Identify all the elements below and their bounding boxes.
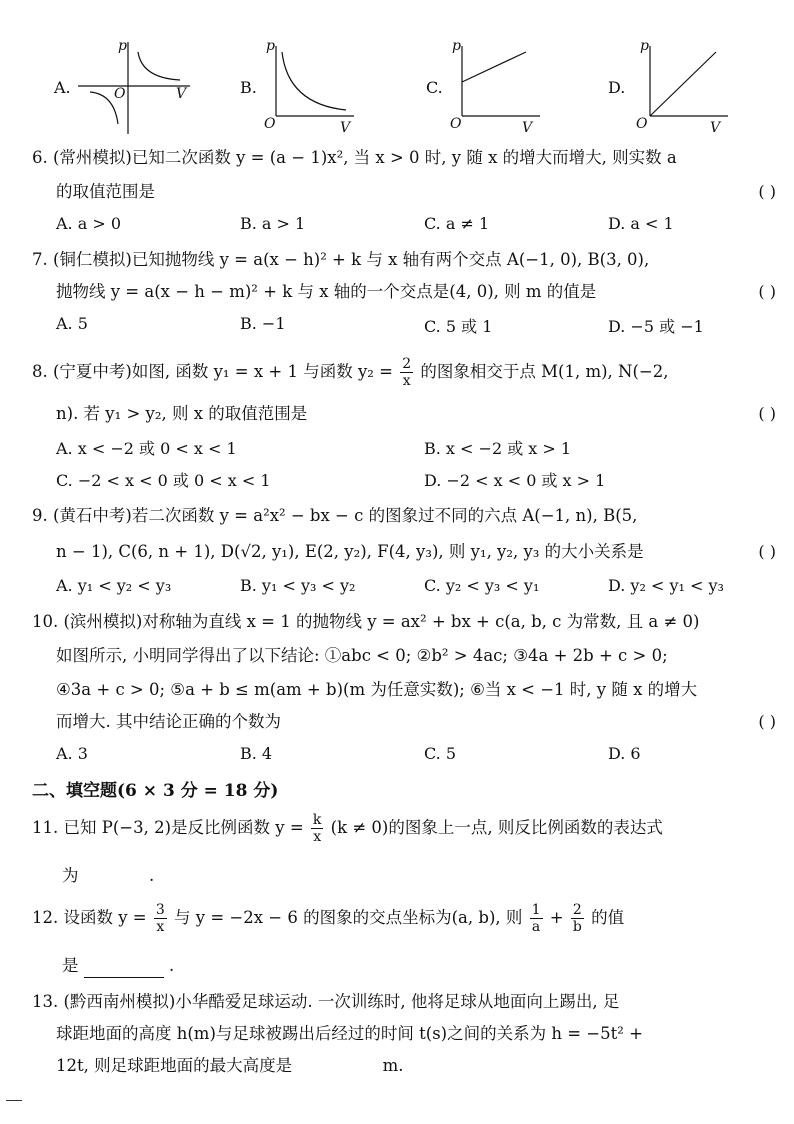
q12-frac3-numerator: 2 (571, 902, 584, 919)
q6-option-a: A. a > 0 (56, 214, 122, 233)
graph-b-v-label: V (340, 120, 351, 136)
q9-option-c: C. y₂ < y₃ < y₁ (424, 576, 540, 595)
q12-frac1-denominator: x (156, 919, 165, 935)
q6-answer-paren: ( ) (758, 182, 776, 201)
q10-line1: 10. (滨州模拟)对称轴为直线 x = 1 的抛物线 y = ax² + bx + c(a, b, c 为常数, 且 a ≠ 0) (32, 612, 700, 631)
graph-c-v-label: V (522, 120, 533, 136)
q6-option-c: C. a ≠ 1 (424, 214, 490, 233)
graph-a-origin: O (114, 86, 126, 102)
q8-line2 (56, 402, 776, 426)
q11-line2-text: 为 (62, 866, 79, 885)
q12-fraction-2 (530, 902, 543, 935)
q7-answer-paren: ( ) (758, 282, 776, 301)
q12-line2-text: 是 (62, 956, 79, 975)
q11-frac-denominator: x (313, 829, 322, 845)
section-heading-fill-blank: 二、填空题(6 × 3 分 = 18 分) (32, 781, 279, 801)
q13-line3-text: 12t, 则足球距地面的最大高度是 (56, 1056, 293, 1075)
q13-line3-unit: m. (382, 1056, 404, 1075)
q12-line1-a: 12. 设函数 y = (32, 908, 147, 927)
q8-line1 (32, 352, 777, 392)
q8-option-a: A. x < −2 或 0 < x < 1 (56, 439, 237, 458)
q11-line1 (32, 808, 777, 848)
q12-answer-blank[interactable] (84, 961, 164, 978)
q12-line1 (32, 898, 777, 938)
graph-d-p-label: p (640, 38, 649, 54)
q9-line2-text: n − 1), C(6, n + 1), D(√2, y₁), E(2, y₂), F(4, y₃), 则 y₁, y₂, y₃ 的大小关系是 (56, 542, 644, 561)
q9-option-b: B. y₁ < y₃ < y₂ (240, 576, 356, 595)
q7-line2-text: 抛物线 y = a(x − h − m)² + k 与 x 轴的一个交点是(4, 0), 则 m 的值是 (56, 282, 597, 301)
q10-line3: ④3a + c > 0; ⑤a + b ≤ m(am + b)(m 为任意实数); ⑥当 x < −1 时, y 随 x 的增大 (56, 680, 698, 699)
q6-line2-text: 的取值范围是 (56, 182, 155, 201)
q10-option-b: B. 4 (240, 744, 273, 763)
q7-option-c: C. 5 或 1 (424, 317, 493, 336)
q13-line1: 13. (黔西南州模拟)小华酷爱足球运动. 一次训练时, 他将足球从地面向上踢出, 足 (32, 992, 620, 1011)
q9-option-d: D. y₂ < y₁ < y₃ (608, 576, 724, 595)
q12-frac2-numerator: 1 (531, 902, 541, 918)
q10-option-a: A. 3 (56, 744, 88, 763)
q8-line1-b: 的图象相交于点 M(1, m), N(−2, (420, 362, 669, 381)
q12-line1-b: 与 y = −2x − 6 的图象的交点坐标为(a, b), 则 (174, 908, 523, 927)
q7-option-a: A. 5 (56, 314, 88, 333)
q12-frac2-denominator: a (531, 919, 541, 935)
q10-line4 (56, 710, 776, 734)
q8-answer-paren: ( ) (758, 404, 776, 423)
graph-b (236, 40, 366, 136)
q10-answer-paren: ( ) (758, 712, 776, 731)
q10-option-d: D. 6 (608, 744, 641, 763)
q7-line2 (56, 280, 776, 304)
q12-fraction-3 (571, 902, 584, 935)
q12-line2 (62, 954, 794, 978)
page-edge-mark (6, 1100, 22, 1101)
graph-c-letter: C. (426, 78, 443, 97)
q11-line1-b: (k ≠ 0)的图象上一点, 则反比例函数的表达式 (330, 818, 663, 837)
q7-option-d: D. −5 或 −1 (608, 317, 704, 336)
graph-a-v-label: V (176, 86, 187, 102)
graph-a-p-label: p (118, 38, 127, 54)
q8-line2-text: n). 若 y₁ > y₂, 则 x 的取值范围是 (56, 404, 308, 423)
graph-d-v-label: V (710, 120, 721, 136)
q6-option-b: B. a > 1 (240, 214, 306, 233)
q6-line2 (56, 180, 776, 204)
q12-fraction-1 (154, 902, 167, 935)
q8-line1-a: 8. (宁夏中考)如图, 函数 y₁ = x + 1 与函数 y₂ = (32, 362, 393, 381)
q12-line1-c: 的值 (591, 908, 625, 927)
q12-frac1-numerator: 3 (155, 902, 165, 918)
q9-line1: 9. (黄石中考)若二次函数 y = a²x² − bx − c 的图象过不同的六点 A(−1, n), B(5, (32, 506, 638, 525)
q6-option-d: D. a < 1 (608, 214, 674, 233)
q13-line3 (56, 1054, 794, 1078)
q8-option-c: C. −2 < x < 0 或 0 < x < 1 (56, 471, 271, 490)
graph-d (604, 40, 734, 136)
q9-line2 (56, 540, 776, 564)
graph-b-origin: O (264, 116, 276, 132)
q8-frac-denominator: x (402, 373, 411, 389)
graph-b-letter: B. (240, 78, 257, 97)
q10-line4-text: 而增大. 其中结论正确的个数为 (56, 712, 281, 731)
choice-graphs-row (0, 40, 794, 140)
q12-plus: + (549, 908, 564, 927)
q10-option-c: C. 5 (424, 744, 457, 763)
q12-line2-period: . (169, 956, 175, 975)
q8-option-b: B. x < −2 或 x > 1 (424, 439, 572, 458)
graph-a (50, 40, 200, 136)
graph-a-letter: A. (54, 78, 71, 97)
graph-d-letter: D. (608, 78, 626, 97)
q11-line2 (62, 864, 794, 888)
q7-line1: 7. (铜仁模拟)已知抛物线 y = a(x − h)² + k 与 x 轴有两个交点 A(−1, 0), B(3, 0), (32, 250, 650, 269)
q11-fraction (311, 812, 323, 845)
q8-option-d: D. −2 < x < 0 或 x > 1 (424, 471, 606, 490)
q8-fraction (400, 356, 413, 389)
q9-answer-paren: ( ) (758, 542, 776, 561)
graph-c-plot (422, 40, 552, 136)
q7-option-b: B. −1 (240, 314, 286, 333)
q12-frac3-denominator: b (572, 919, 582, 935)
q10-line2: 如图所示, 小明同学得出了以下结论: ①abc < 0; ②b² > 4ac; ③4a + 2b + c > 0; (56, 646, 668, 665)
graph-d-origin: O (636, 116, 648, 132)
q11-frac-numerator: k (312, 812, 322, 828)
q8-frac-numerator: 2 (402, 356, 412, 372)
graph-c (422, 40, 552, 136)
q9-option-a: A. y₁ < y₂ < y₃ (56, 576, 172, 595)
graph-c-p-label: p (452, 38, 461, 54)
q6-line1: 6. (常州模拟)已知二次函数 y = (a − 1)x², 当 x > 0 时, y 随 x 的增大而增大, 则实数 a (32, 148, 677, 167)
q11-line2-period: . (149, 866, 155, 885)
q11-line1-a: 11. 已知 P(−3, 2)是反比例函数 y = (32, 818, 304, 837)
q13-line2: 球距地面的高度 h(m)与足球被踢出后经过的时间 t(s)之间的关系为 h = −5t² + (56, 1024, 643, 1043)
graph-b-p-label: p (266, 38, 275, 54)
graph-c-origin: O (450, 116, 462, 132)
